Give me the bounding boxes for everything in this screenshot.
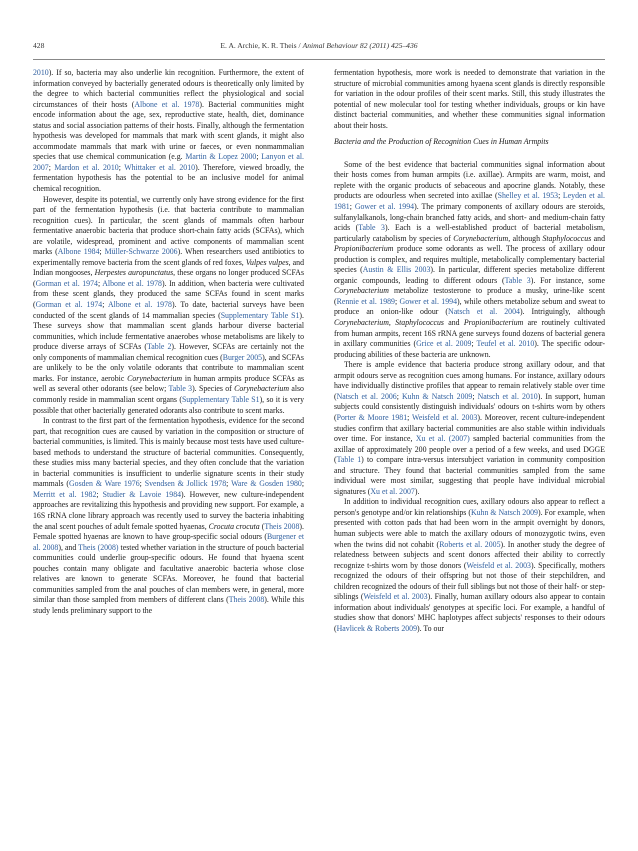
citation-link[interactable]: Austin & Ellis 2003 xyxy=(362,265,431,275)
citation-link[interactable]: Kuhn & Natsch 2009 xyxy=(402,391,473,401)
citation-link[interactable]: Supplementary Table S1 xyxy=(181,394,260,404)
running-title: E. A. Archie, K. R. Theis / Animal Behaviour 82 (2011) 425–436 xyxy=(220,41,418,50)
citation-link[interactable]: Albone et al. 1978 xyxy=(102,278,162,288)
citation-link[interactable]: Table 3 xyxy=(168,384,193,394)
text-run: ; xyxy=(99,247,105,257)
text-run: ). However, new culture-independent approaches are revitalizing this hypothesis and providing new support. For example, a 16S rRNA clone library approach was recently used to survey the bacteria inhabiting the anal scent pouches of adult female spotted hyaenas, xyxy=(33,489,304,531)
text-run: In contrast to the first part of the fermentation hypothesis, evidence for the second part, that recognition cues are caused by variation in the composition or structure of bacterial communities, is limited. This is mainly because most tests have used culture-based methods to understand the structure of bacterial communities. Consequently, these studies miss many bacterial species, and they often conclude that the variation in bacterial communities is insufficient to underlie signature scents in their study mammals ( xyxy=(33,416,304,489)
right-column xyxy=(334,68,605,634)
citation-link[interactable]: Theis (2008) xyxy=(78,542,119,552)
citation-link[interactable]: Burger 2005 xyxy=(222,352,263,362)
citation-link[interactable]: Roberts et al. 2005 xyxy=(439,539,501,549)
text-run: ). These surveys show that mammalian scent glands harbour diverse bacterial communities, which include fermentative anaerobes whose metabolisms are likely to produce diverse arrays of SCFAs ( xyxy=(33,310,304,352)
text-run: ). Intriguingly, although xyxy=(519,307,605,317)
text-run: ). In addition, when bacteria were cultivated from these scent glands, they produced the same SCFAs found in scent marks ( xyxy=(33,278,304,310)
text-run: ). For example, when presented with cotton pads that had been worn in the armpit overnight by donors, human subjects were able to match the axillary odours of monozygotic twins, even when the twins did not cohabit ( xyxy=(334,507,605,549)
text-run: , these organs no longer produced SCFAs ( xyxy=(33,268,305,288)
citation-link[interactable]: Weisfeld et al. 2003 xyxy=(412,412,478,422)
text-run: ). Moreover, recent culture-independent studies confirm that axillary bacterial communities are also stable within individuals over time. For instance, xyxy=(334,412,605,444)
section-heading: Bacteria and the Production of Recognition Cues in Human Armpits xyxy=(334,137,549,147)
text-run: in human armpits produce SCFAs as well as several other odorants (see below; xyxy=(33,373,304,394)
species-name: Herpestes auropunctatus xyxy=(94,268,174,278)
text-run: , although xyxy=(508,233,543,243)
species-name: Crocuta crocuta xyxy=(208,521,260,531)
paragraph xyxy=(33,416,304,616)
text-run: ; xyxy=(301,479,305,489)
header-rule xyxy=(33,59,605,60)
citation-link[interactable]: Gorman et al. 1974 xyxy=(35,278,98,288)
citation-link[interactable]: Albone et al. 1978 xyxy=(134,99,200,109)
text-run: ). The primary components of axillary odours are steroids, sulfanylalkanols, long-chain branched fatty acids, and short- and medium-chain fatty acids ( xyxy=(334,202,605,233)
text-run: ), while others metabolize sebum and sweat to produce an onion-like odour ( xyxy=(334,296,606,317)
citation-link[interactable]: Gower et al. 1994 xyxy=(354,202,415,212)
text-run: ; xyxy=(97,278,103,288)
text-run: ). In particular, different species metabolize different organic compounds, leading to different odours ( xyxy=(334,265,605,285)
species-name: Propionibacterium xyxy=(334,244,394,254)
text-run: ; xyxy=(407,412,413,422)
text-run: and xyxy=(591,233,605,243)
citation-link[interactable]: Ware & Gosden 1980 xyxy=(231,479,302,489)
text-run: fermentation hypothesis, more work is needed to demonstrate that variation in the structure of microbial communities among hyaena scent glands is directly responsible for variation in the odour profiles of their scent marks. Still, this study illustrates the potential of new molecular tool for testing whether individuals, groups or kin have distinct bacterial communities, and whether these communities signal information about their hosts. xyxy=(334,68,605,130)
text-run: and xyxy=(443,318,464,328)
citation-link[interactable]: 2010 xyxy=(33,68,49,77)
species-name: Corynebacterium xyxy=(127,373,183,383)
paragraph xyxy=(334,68,605,131)
text-run: produce some odorants as well. The process of axillary odour production is complex, and requires multiple, metabolically complementary bacterial species ( xyxy=(334,244,605,275)
citation-link[interactable]: Lanyon et al. 2007 xyxy=(33,152,305,172)
text-run: ) to compare intra-versus intersubject variation in community composition and structure. They found that bacterial communities sampled from the same individual were most similar, suggesting that people have individual microbial signatures ( xyxy=(334,455,605,496)
species-name: Vulpes vulpes xyxy=(245,257,289,267)
running-header xyxy=(33,41,605,53)
paragraph xyxy=(33,68,304,195)
citation-link[interactable]: Weisfeld et al. 2003 xyxy=(466,560,531,570)
text-run: ). In support, human subjects could consistently distinguish individuals' odours on t-shirts worn by others ( xyxy=(334,391,606,422)
text-run: ). Each is a well-established product of bacterial metabolism, particularly catabolism by species of xyxy=(334,223,605,243)
text-run: Some of the best evidence that bacterial communities signal information about their hosts comes from human armpits (i.e. axillae). Armpits are warm, moist, and replete with the organic products of sebaceous and apocrine glands. Notably, these products are odourless when secreted into axillae ( xyxy=(334,159,605,201)
text-run: ; xyxy=(558,191,563,201)
text-run: are routinely cultivated from human armpits, recent 16S rRNA gene surveys found dozens of bacterial genera in axillary communities ( xyxy=(334,318,606,349)
text-run: However, despite its potential, we currently only have strong evidence for the first part of the fermentation hypothesis (i.e. that bacteria contribute to mammalian recognition cues). In particular, the scent glands of mammals often harbour fermentative anaerobic bacteria that produce short-chain fatty acids (SCFAs), which are volatile, widespread, prominent and active components of mammalian scent marks ( xyxy=(33,194,304,257)
species-name: Staphylococcus xyxy=(542,233,592,243)
header-authors: E. A. Archie, K. R. Theis xyxy=(220,41,297,50)
text-run: In addition to individual recognition cues, axillary odours also appear to reflect a person's genotype and/or kin relationships ( xyxy=(334,497,605,517)
text-run: ). However, SCFAs are certainly not the only components of mammalian chemical recognition cues ( xyxy=(33,342,304,362)
citation-link[interactable]: Porter & Moore 1981 xyxy=(336,412,408,422)
text-run: tested whether variation in the structure of pouch bacterial communities could underlie group-specific odours. He found that hyaena scent pouches contain many obligate and facultative anaerobic bacteria whose close relatives are known to generate SCFAs. Moreover, he found that bacterial communities sampled from the anal pouches of clan members were, in general, more similar than those sampled from members of different clans ( xyxy=(33,542,304,605)
text-run: ). Female spotted hyaenas are known to have group-specific social odours ( xyxy=(33,521,304,542)
citation-link[interactable]: Kuhn & Natsch 2009 xyxy=(470,507,538,517)
text-run: , xyxy=(388,318,396,328)
species-name: Corynebacterium xyxy=(334,286,389,296)
citation-link[interactable]: Studier & Lavoie 1984 xyxy=(102,489,182,499)
citation-link[interactable]: Albone 1984 xyxy=(57,247,100,257)
citation-link[interactable]: Natsch et al. 2010 xyxy=(477,391,538,401)
citation-link[interactable]: Theis 2008 xyxy=(264,521,300,531)
text-run: ; xyxy=(102,300,108,310)
text-run: ; xyxy=(118,162,125,172)
citation-link[interactable]: Müller-Schwarze 2006 xyxy=(104,247,178,257)
text-run: metabolize testosterone to produce a musky, urine-like scent ( xyxy=(334,286,605,306)
text-run: ), and SCFAs are unlikely to be the only volatile odorants that contribute to mammalian scent marks. For instance, aerobic xyxy=(33,352,304,383)
text-run: ). Species of xyxy=(192,384,235,394)
text-run: ; xyxy=(471,339,477,349)
text-run: ). To date, bacterial surveys have been conducted of the scent glands of 14 mammalian species ( xyxy=(33,300,304,320)
text-run: ; xyxy=(256,152,262,162)
text-run: ( xyxy=(259,521,265,531)
citation-link[interactable]: Weisfeld et al. 2003 xyxy=(363,592,428,602)
paragraph xyxy=(33,195,304,416)
species-name: Staphylococcus xyxy=(395,318,444,328)
text-run: ). While this study lends preliminary support to the xyxy=(33,595,304,615)
text-run: ; xyxy=(349,202,355,212)
text-run: ; xyxy=(96,489,103,499)
citation-link[interactable]: Albone et al. 1978 xyxy=(107,300,172,310)
species-name: Corynebacterium xyxy=(234,384,290,394)
citation-link[interactable]: Supplementary Table S1 xyxy=(220,310,300,320)
text-run: ), and xyxy=(58,542,79,552)
header-journal: Animal Behaviour 82 (2011) 425–436 xyxy=(302,41,418,50)
text-run: ; xyxy=(396,391,403,401)
text-run: ). Bacterial communities might encode information about the age, sex, reproductive state, health, diet, dominance status and social association patterns of their hosts. Finally, although the fermentation hypothesis was developed for mammals that mark with scent glands, it might also accommodate mammals that mark with urine or faeces, or even nonmammalian species that use chemical communication (e.g. xyxy=(33,99,305,162)
paragraph xyxy=(334,160,605,360)
text-run: ; xyxy=(226,479,232,489)
page-number: 428 xyxy=(33,41,45,50)
species-name: Propionibacterium xyxy=(463,318,524,328)
text-run: ; xyxy=(394,296,400,306)
text-run: ; xyxy=(472,391,478,401)
citation-link[interactable]: Table 2 xyxy=(147,342,172,352)
citation-link[interactable]: Teufel et al. 2010 xyxy=(476,339,535,349)
text-run: ). xyxy=(414,486,420,496)
citation-link[interactable]: Natsch et al. 2004 xyxy=(448,307,520,317)
citation-link[interactable]: Havlicek & Roberts 2009 xyxy=(336,623,418,633)
citation-link[interactable]: Whittaker et al. 2010 xyxy=(124,162,196,172)
text-run: ), so it is very possible that other bacterially generated odorants also contribute to scent marks. xyxy=(33,394,304,415)
citation-link[interactable]: Theis 2008 xyxy=(228,595,265,605)
citation-link[interactable]: Xu et al. 2007 xyxy=(370,486,415,496)
text-run: ). When researchers used antibiotics to experimentally remove bacteria from the scent glands of red foxes, xyxy=(33,247,305,267)
species-name: Corynebacterium xyxy=(334,318,389,328)
citation-link[interactable]: Svendsen & Jollick 1978 xyxy=(144,479,227,489)
citation-link[interactable]: Xu et al. (2007) xyxy=(415,434,470,444)
citation-link[interactable]: Martin & Lopez 2000 xyxy=(185,152,257,162)
text-run: ). In another study the degree of relatedness between subjects and scent donors affected their ability to correctly recognize t-shirts worn by those donors ( xyxy=(334,539,605,570)
text-run: ). The specific odour-producing abilities of these bacteria are unknown. xyxy=(334,339,605,359)
citation-link[interactable]: Shelley et al. 1953 xyxy=(497,191,559,201)
citation-link[interactable]: Natsch et al. 2006 xyxy=(336,391,397,401)
citation-link[interactable]: Gower et al. 1994 xyxy=(399,296,457,306)
text-run: ). Therefore, viewed broadly, the fermentation hypothesis has the potential to be an inclusive model for animal chemical recognition. xyxy=(33,162,305,194)
citation-link[interactable]: Grice et al. 2009 xyxy=(416,339,472,349)
text-run: ). For instance, some xyxy=(530,275,605,285)
citation-link[interactable]: Mardon et al. 2010 xyxy=(54,162,119,172)
citation-link[interactable]: Rennie et al. 1989 xyxy=(336,296,395,306)
paragraph xyxy=(334,497,605,634)
citation-link[interactable]: Table 3 xyxy=(358,223,385,233)
text-run: ). Finally, human axillary odours also appear to contain information about individuals' genotypes at specific loci. For example, a handful of studies show that donors' MHC haplotypes affect subjects' responses to their odours ( xyxy=(334,592,605,633)
text-run: sampled bacterial communities from the axillae of approximately 200 people over a period of a few weeks, and used DGGE ( xyxy=(334,434,605,465)
text-run: also commonly reside in mammalian scent organs ( xyxy=(33,384,304,404)
text-run: ; xyxy=(139,479,145,489)
citation-link[interactable]: Gosden & Ware 1976 xyxy=(69,479,140,489)
text-run: ). If so, bacteria may also underlie kin recognition. Furthermore, the extent of information conveyed by bacterially generated odours is theoretically only limited by the degree to which bacterial communities reflect the physiological and social circumstances of their hosts ( xyxy=(33,68,304,109)
text-run: ; xyxy=(48,162,55,172)
species-name: Corynebacterium xyxy=(453,233,509,243)
citation-link[interactable]: Table 1 xyxy=(336,455,362,465)
text-run: ). To our xyxy=(417,623,444,633)
text-run: There is ample evidence that bacteria produce strong axillary odour, and that armpit odours serve as recognition cues among humans. For instance, axillary odours have individually distinctive profiles that appear to remain relatively stable over time ( xyxy=(334,360,605,401)
citation-link[interactable]: Leyden et al. 1981 xyxy=(334,191,606,212)
text-run: ). Specifically, mothers recognized the odours of their offspring but not those of their stepchildren, and children recognized the odours of their full siblings but not those of their half- or step-siblings ( xyxy=(334,560,605,602)
left-column xyxy=(33,68,304,616)
citation-link[interactable]: Table 3 xyxy=(504,275,531,285)
text-run: , and Indian mongooses, xyxy=(33,257,305,278)
citation-link[interactable]: Burgener et al. 2008 xyxy=(33,532,304,552)
citation-link[interactable]: Merritt et al. 1982 xyxy=(33,489,97,499)
paragraph xyxy=(334,360,605,497)
citation-link[interactable]: Gorman et al. 1974 xyxy=(35,300,103,310)
